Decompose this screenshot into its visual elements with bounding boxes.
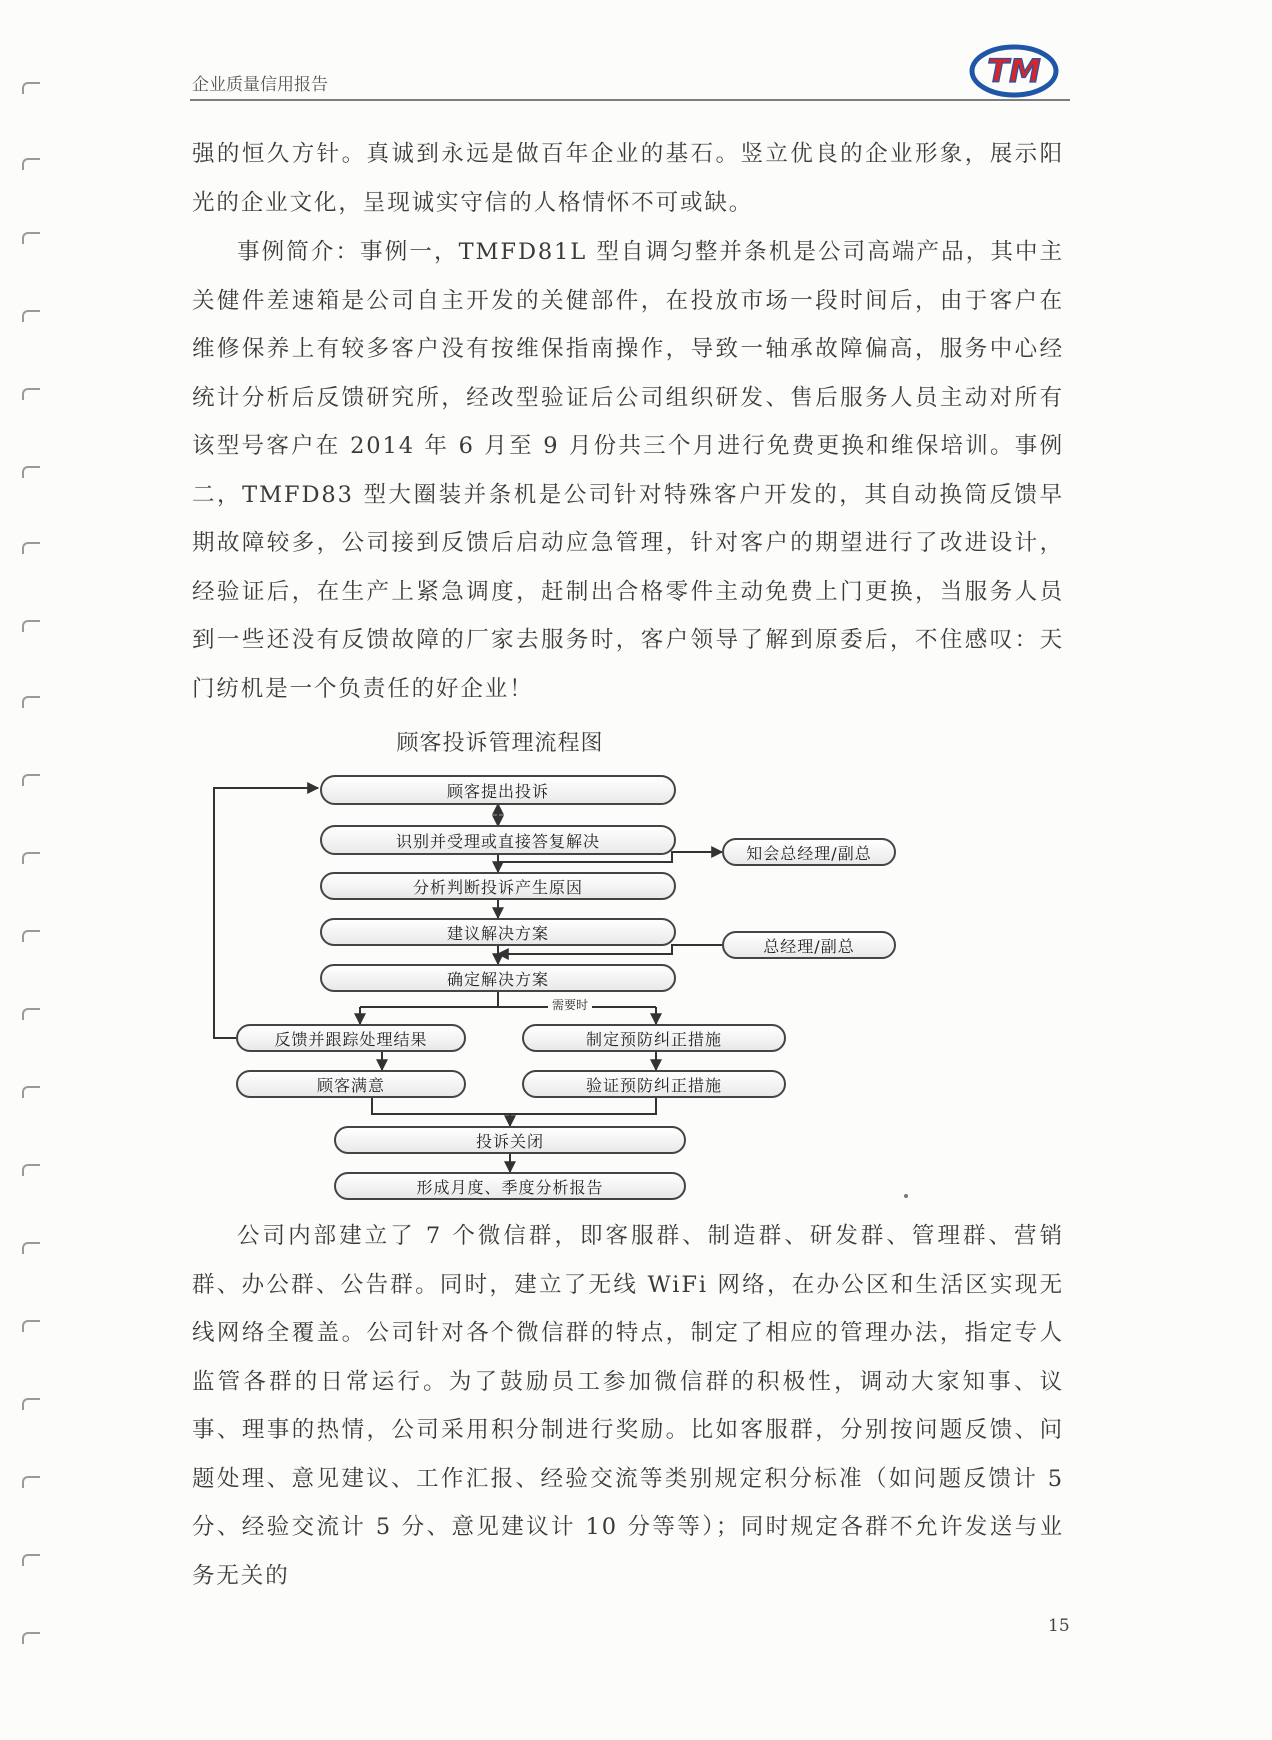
node-gm: 总经理/副总 xyxy=(722,931,896,959)
node-feedback-track: 反馈并跟踪处理结果 xyxy=(236,1024,466,1052)
node-report: 形成月度、季度分析报告 xyxy=(334,1172,686,1200)
flowchart-title: 顾客投诉管理流程图 xyxy=(396,731,604,756)
paragraph-intro: 强的恒久方针。真诚到永远是做百年企业的基石。竖立优良的企业形象，展示阳光的企业文化，呈现诚实守信的人格情怀不可或缺。 xyxy=(192,141,1064,216)
node-suggest-solution: 建议解决方案 xyxy=(320,918,676,946)
node-notify-gm: 知会总经理/副总 xyxy=(722,838,896,866)
node-customer-complaint: 顾客提出投诉 xyxy=(320,775,676,805)
header-title: 企业质量信用报告 xyxy=(192,75,328,95)
branch-label: 需要时 xyxy=(548,996,592,1013)
logo-text: TM xyxy=(987,52,1041,90)
paragraph-examples: 事例简介：事例一，TMFD81L 型自调匀整并条机是公司高端产品，其中主关健件差速箱是公司自主开发的关健部件，在投放市场一段时间后，由于客户在维修保养上有较多客户没有按维保指南操作，导致一轴承故障偏高，服务中心经统计分析后反馈研究所，经改型验证后公司组织研发、售后服务人员主动对所有该型号客户在 2014 年 6 月至 9 月份共三个月进行免费更换和维保培训。事例二，TMFD83 型大圈装并条机是公司针对特殊客户开发的，其自动换筒反馈早期故障较多，公司接到反馈后启动应急管理，针对客户的期望进行了改进设计，经验证后，在生产上紧急调度，赶制出合格零件主动免费上门更换，当服务人员到一些还没有反馈故障的厂家去服务时，客户领导了解到原委后，不住感叹：天门纺机是一个负责任的好企业！ xyxy=(192,239,1064,702)
node-customer-satisfied: 顾客满意 xyxy=(236,1070,466,1098)
node-preventive-measures: 制定预防纠正措施 xyxy=(522,1024,786,1052)
node-verify-measures: 验证预防纠正措施 xyxy=(522,1070,786,1098)
node-identify-accept: 识别并受理或直接答复解决 xyxy=(320,825,676,855)
node-confirm-solution: 确定解决方案 xyxy=(320,964,676,992)
node-analyze-cause: 分析判断投诉产生原因 xyxy=(320,872,676,900)
paragraph-wechat: 公司内部建立了 7 个微信群，即客服群、制造群、研发群、管理群、营销群、办公群、公告群。同时，建立了无线 WiFi 网络，在办公区和生活区实现无线网络全覆盖。公司针对各个微信群的特点，制定了相应的管理办法，指定专人监管各群的日常运行。为了鼓励员工参加微信群的积极性，调动大家知事、议事、理事的热情，公司采用积分制进行奖励。比如客服群，分别按问题反馈、问题处理、意见建议、工作汇报、经验交流等类别规定积分标准（如问题反馈计 5 分、经验交流计 5 分、意见建议计 10 分等等）；同时规定各群不允许发送与业务无关的 xyxy=(192,1223,1064,1589)
page-number: 15 xyxy=(1048,1616,1070,1636)
node-complaint-closed: 投诉关闭 xyxy=(334,1126,686,1154)
scan-speck xyxy=(904,1194,908,1198)
